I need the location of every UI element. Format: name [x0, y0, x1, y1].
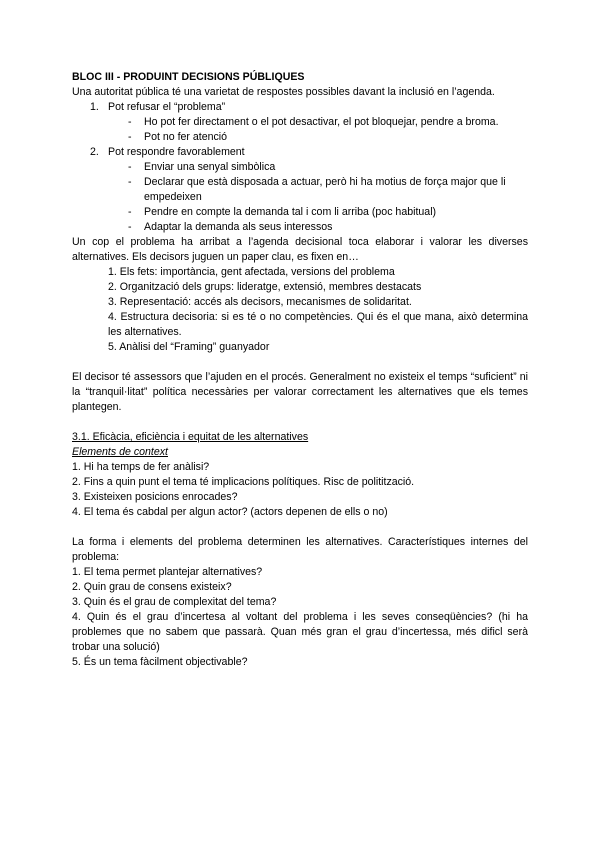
dash-bullet: -: [128, 161, 132, 173]
sub-list-text: Declarar que està disposada a actuar, però hi ha motius de força major que li empedeixen: [144, 176, 506, 203]
list-item: 4. Quin és el grau d’incertesa al voltant del problema i les seves conseqüències? (hi ha problemes que no sabem que passarà. Quan més gran el grau d’incertessa, més dificl serà trobar una solució): [72, 611, 528, 653]
list-item: 2. Fins a quin punt el tema té implicacions polítiques. Risc de politització.: [72, 476, 415, 488]
dash-bullet: -: [128, 206, 132, 218]
sub-list-item: [72, 115, 528, 130]
dash-bullet: -: [128, 116, 132, 128]
dash-bullet: -: [128, 176, 132, 188]
intro-paragraph: Una autoritat pública té una varietat de respostes possibles davant la inclusió en l’agenda.: [72, 86, 495, 98]
list-item: 5. És un tema fàcilment objectivable?: [72, 656, 248, 668]
list-item: 4. Estructura decisoria: si es té o no competències. Qui és el que mana, això determina les alternatives.: [108, 311, 528, 338]
dash-bullet: -: [128, 131, 132, 143]
list-item: 2. Quin grau de consens existeix?: [72, 581, 232, 593]
list-item: 1. Hi ha temps de fer anàlisi?: [72, 461, 210, 473]
dash-bullet: -: [128, 221, 132, 233]
sub-list-text: Pot no fer atenció: [144, 131, 228, 143]
list-item: 3. Representació: accés als decisors, mecanismes de solidaritat.: [108, 296, 412, 308]
sub-list-text: Adaptar la demanda als seus interessos: [144, 221, 333, 233]
list-item: 5. Anàlisi del “Framing” guanyador: [108, 341, 270, 353]
list-item: 3. Existeixen posicions enrocades?: [72, 491, 238, 503]
document-page: [72, 70, 528, 670]
sub-list-text: Ho pot fer directament o el pot desactivar, el pot bloquejar, pendre a broma.: [144, 116, 499, 128]
list-text: Pot respondre favorablement: [108, 146, 245, 158]
list-item: [72, 145, 528, 160]
list-number: 1.: [90, 101, 99, 113]
list-item: 3. Quin és el grau de complexitat del tema?: [72, 596, 277, 608]
sub-list-item: [72, 160, 528, 175]
list-item: 4. El tema és cabdal per algun actor? (actors depenen de ells o no): [72, 506, 388, 518]
paragraph-assessors: El decisor té assessors que l’ajuden en el procés. Generalment no existeix el temps “suficient” ni la “tranquil·litat” política necessàries per valorar correctament les alternatives que els temes plantegen.: [72, 371, 528, 413]
list-text: Pot refusar el “problema”: [108, 101, 226, 113]
section-subheading: Elements de context: [72, 446, 168, 458]
sub-list-item: [72, 220, 528, 235]
spacer: [72, 415, 528, 430]
sub-list-text: Enviar una senyal simbòlica: [144, 161, 276, 173]
section-heading: 3.1. Eficàcia, eficiència i equitat de les alternatives: [72, 431, 309, 443]
sub-list-item: [72, 175, 528, 205]
list-item: 2. Organització dels grups: lideratge, extensió, membres destacats: [108, 281, 422, 293]
paragraph-agenda: Un cop el problema ha arribat a l’agenda decisional toca elaborar i valorar les diverses alternatives. Els decisors juguen un paper clau, es fixen en…: [72, 236, 528, 263]
sub-list-item: [72, 205, 528, 220]
list-number: 2.: [90, 146, 99, 158]
spacer: [72, 520, 528, 535]
paragraph-problem-form: La forma i elements del problema determinen les alternatives. Característiques internes del problema:: [72, 536, 528, 563]
list-item: 1. El tema permet plantejar alternatives?: [72, 566, 263, 578]
list-item: [72, 100, 528, 115]
spacer: [72, 355, 528, 370]
page-title: BLOC III - PRODUINT DECISIONS PÚBLIQUES: [72, 71, 305, 83]
sub-list-item: [72, 130, 528, 145]
list-item: 1. Els fets: importància, gent afectada, versions del problema: [108, 266, 395, 278]
sub-list-text: Pendre en compte la demanda tal i com li arriba (poc habitual): [144, 206, 437, 218]
